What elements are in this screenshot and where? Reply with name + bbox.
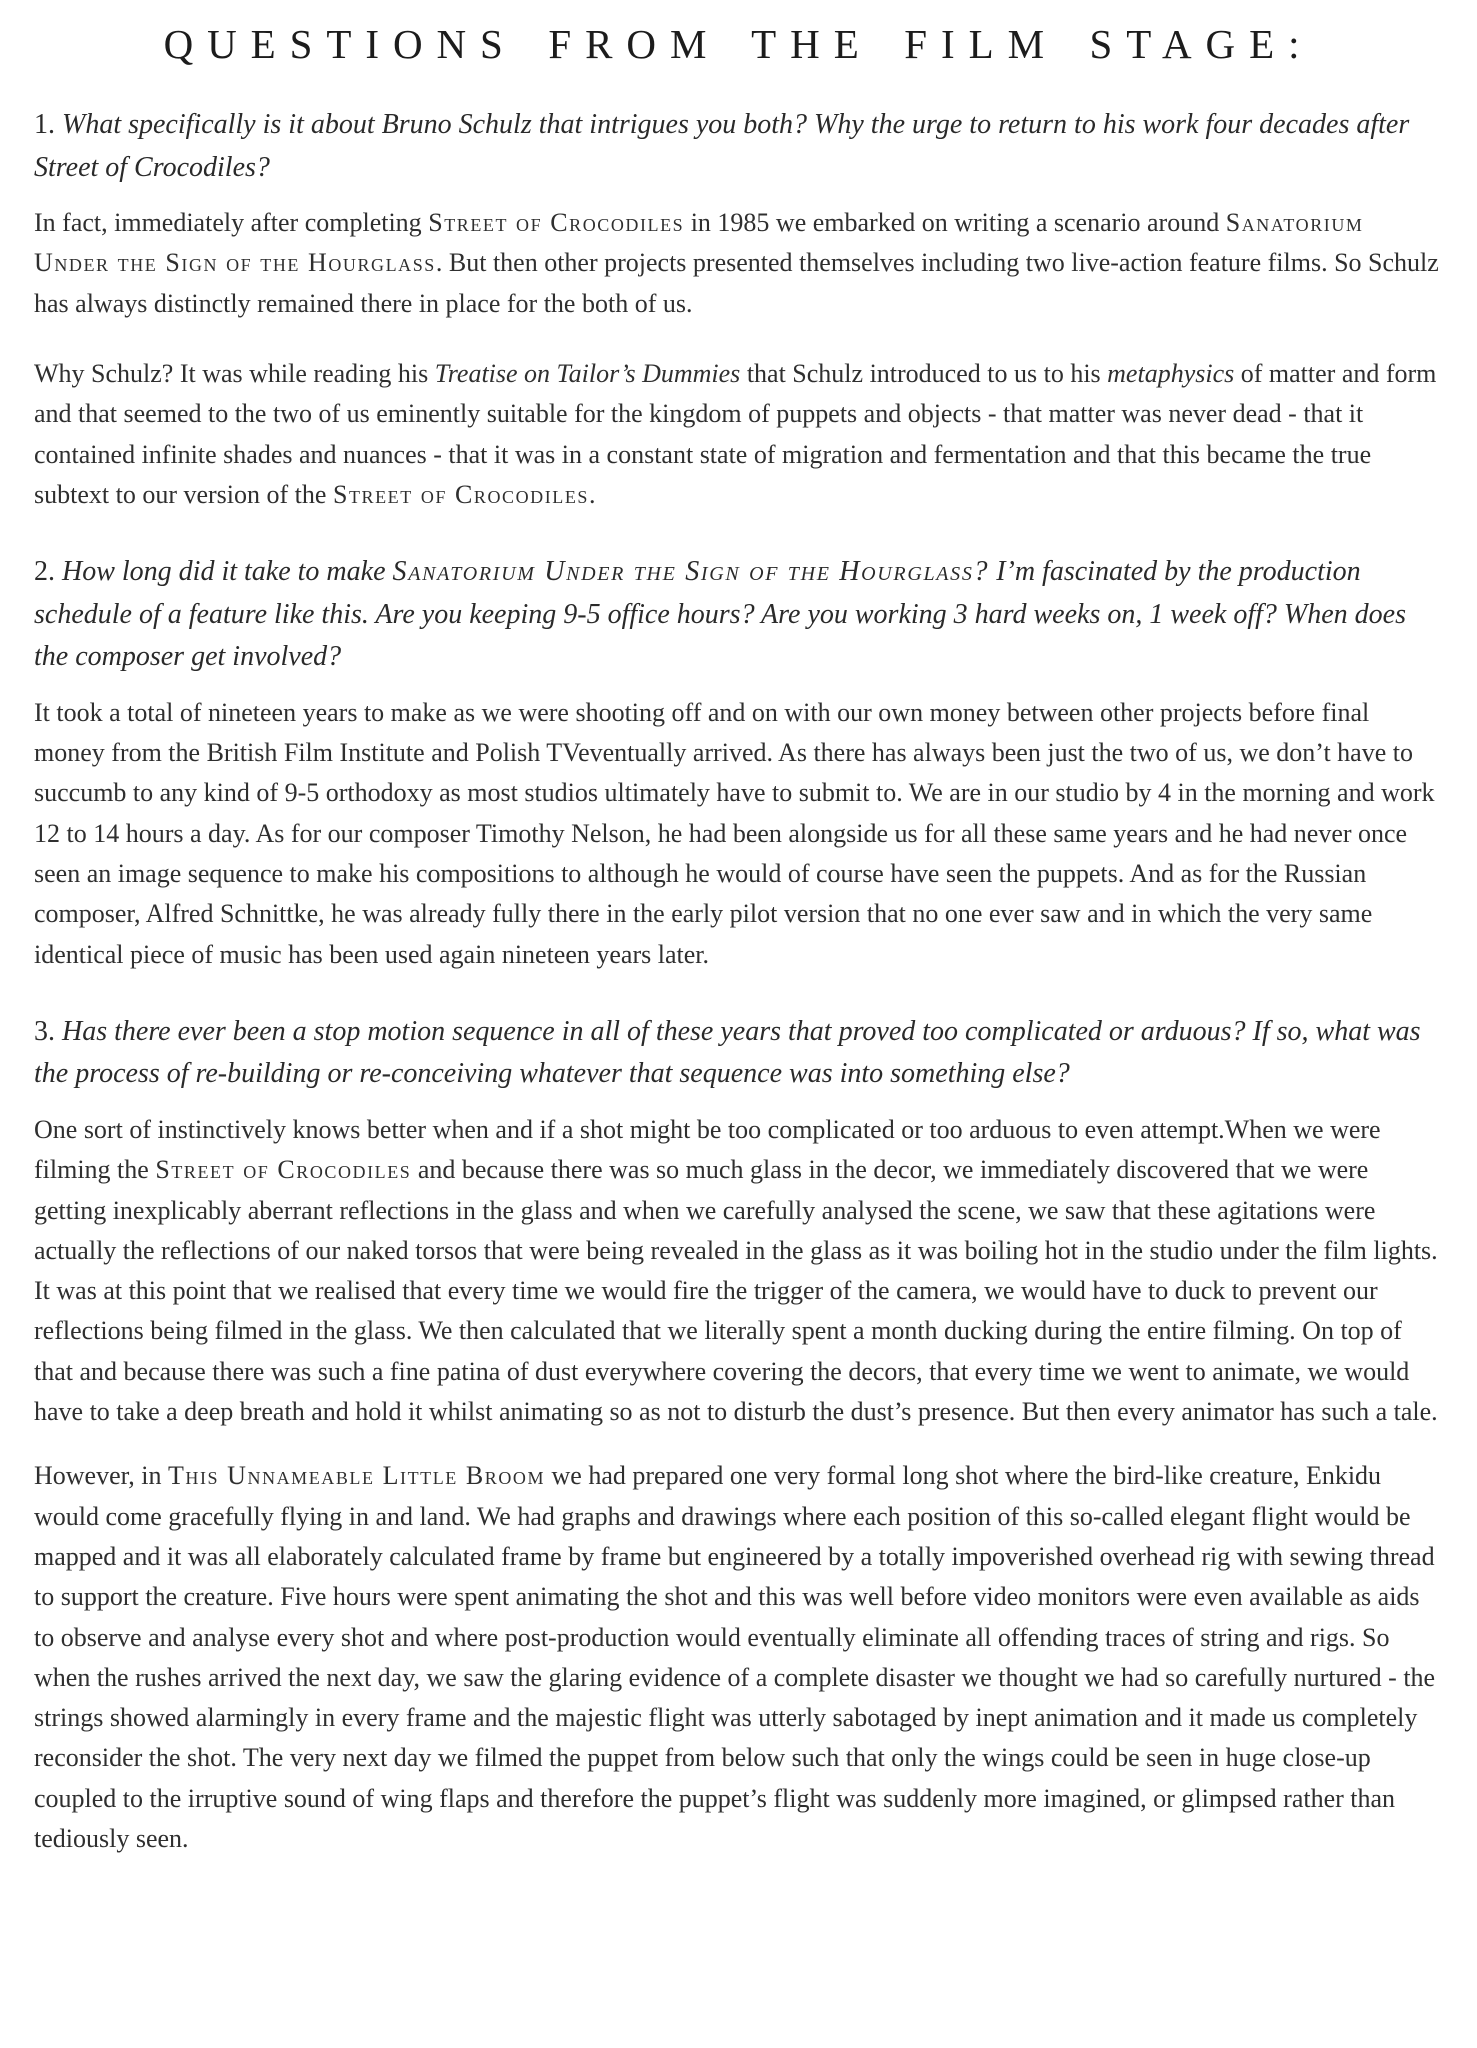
text-run: It took a total of nineteen years to make as we were shooting off and on with our own money between other projects before final money from the British Film Institute and Polish TVeventually arrived. As there has always been just the two of us, we don’t have to succumb to any kind of 9-5 orthodoxy as most studios ultimately have to submit to. We are in our studio by 4 in the morning and work 12 to 14 hours a day. As for our composer Timothy Nelson, he had been alongside us for all these same years and he had never once seen an image sequence to make his compositions to although he would of course have seen the puppets. And as for the Russian composer, Alfred Schnittke, he was already fully there in the early pilot version that no one ever saw and in which the very same identical piece of music has been used again nineteen years later. <box>34 697 1435 969</box>
text-run: Sanatorium Under the Sign of the Hourglass? <box>392 556 990 588</box>
text-run: Has there ever been a stop motion sequence in all of these years that proved too complicated or arduous? If so, what was the process of re-building or re-conceiving whatever that sequence was into something else? <box>34 1015 1421 1090</box>
text-run: 3. <box>34 1015 62 1047</box>
text-run: This Unnameable Little Broom <box>167 1461 546 1491</box>
text-run: metaphysics <box>1107 358 1235 388</box>
answer-2 <box>34 354 1443 515</box>
page-title: QUESTIONS FROM THE FILM STAGE: <box>163 21 1314 67</box>
text-run: 1. <box>34 109 62 140</box>
text-run: What specifically is it about Bruno Schulz that intrigues you both? Why the urge to return to his work four decades after Street of Crocodiles? <box>34 109 1410 183</box>
text-run: Street of Crocodiles <box>428 208 685 238</box>
text-run: we had prepared one very formal long shot where the bird-like creature, Enkidu would come gracefully flying in and land. We had graphs and drawings where each position of this so-called elegant flight would be mapped and it was all elaborately calculated frame by frame but engineered by a totally impoverished overhead rig with sewing thread to support the creature. Five hours were spent animating the shot and this was well before video monitors were even available as aids to observe and analyse every shot and where post-production would eventually eliminate all offending traces of string and rigs. So when the rushes arrived the next day, we saw the glaring evidence of a complete disaster we thought we had so carefully nurtured - the strings showed alarmingly in every frame and the majestic flight was utterly sabotaged by inept animation and it made us completely reconsider the shot. The very next day we filmed the puppet from below such that only the wings could be seen in huge close-up coupled to the irruptive sound of wing flaps and therefore the puppet’s flight was suddenly more imagined, or glimpsed rather than tediously seen. <box>34 1461 1436 1854</box>
text-run: One sort of instinctively knows better when and if a shot might be too complicated or too arduous to even attempt.When we were filming the <box>34 1114 1381 1185</box>
question-1 <box>34 104 1443 189</box>
text-run: However, in <box>34 1461 168 1491</box>
answer-4 <box>34 1110 1443 1432</box>
text-run: 2. <box>34 556 62 588</box>
text-run: in 1985 we embarked on writing a scenario around <box>684 208 1226 238</box>
text-run: that Schulz introduced to us to his <box>740 358 1108 388</box>
text-run: Street of Crocodiles <box>332 479 589 509</box>
text-run: In fact, immediately after completing <box>34 208 429 238</box>
text-run: . <box>588 479 596 509</box>
text-run: Street of Crocodiles <box>155 1155 412 1185</box>
text-run: of matter and form and that seemed to the two of us eminently suitable for the kingdom of puppets and objects - that matter was never dead - that it contained infinite shades and nuances - that it was in a constant state of migration and fermentation and that this became the true subtext to our version of the <box>34 358 1437 509</box>
text-run: How long did it take to make <box>62 556 393 588</box>
answer-1 <box>34 203 1443 324</box>
text-run: Why Schulz? It was while reading his <box>34 358 435 388</box>
answer-5 <box>34 1456 1443 1859</box>
text-run: . But then other projects presented themselves including two live-action feature films. So Schulz has always distinctly remained there in place for the both of us. <box>34 248 1439 318</box>
text-run: I’m fascinated by the production schedule of a feature like this. Are you keeping 9-5 office hours? Are you working 3 hard weeks on, 1 week off? When does the composer get involved? <box>34 556 1406 673</box>
text-run: and because there was so much glass in the decor, we immediately discovered that we were getting inexplicably aberrant reflections in the glass and when we carefully analysed the scene, we saw that these agitations were actually the reflections of our naked torsos that were being revealed in the glass as it was boiling hot in the studio under the film lights. It was at this point that we realised that every time we would fire the trigger of the camera, we would have to duck to prevent our reflections being filmed in the glass. We then calculated that we literally spent a month ducking during the entire filming. On top of that and because there was such a fine patina of dust everywhere covering the decors, that every time we went to animate, we would have to take a deep breath and hold it whilst animating so as not to disturb the dust’s presence. But then every animator has such a tale. <box>34 1155 1438 1427</box>
question-3 <box>34 1011 1443 1096</box>
question-2 <box>34 551 1443 679</box>
answer-3 <box>34 693 1443 975</box>
text-run: Treatise on Tailor’s Dummies <box>434 358 741 388</box>
text-run: Sanatorium Under the Sign of the Hourglass <box>34 208 1364 278</box>
